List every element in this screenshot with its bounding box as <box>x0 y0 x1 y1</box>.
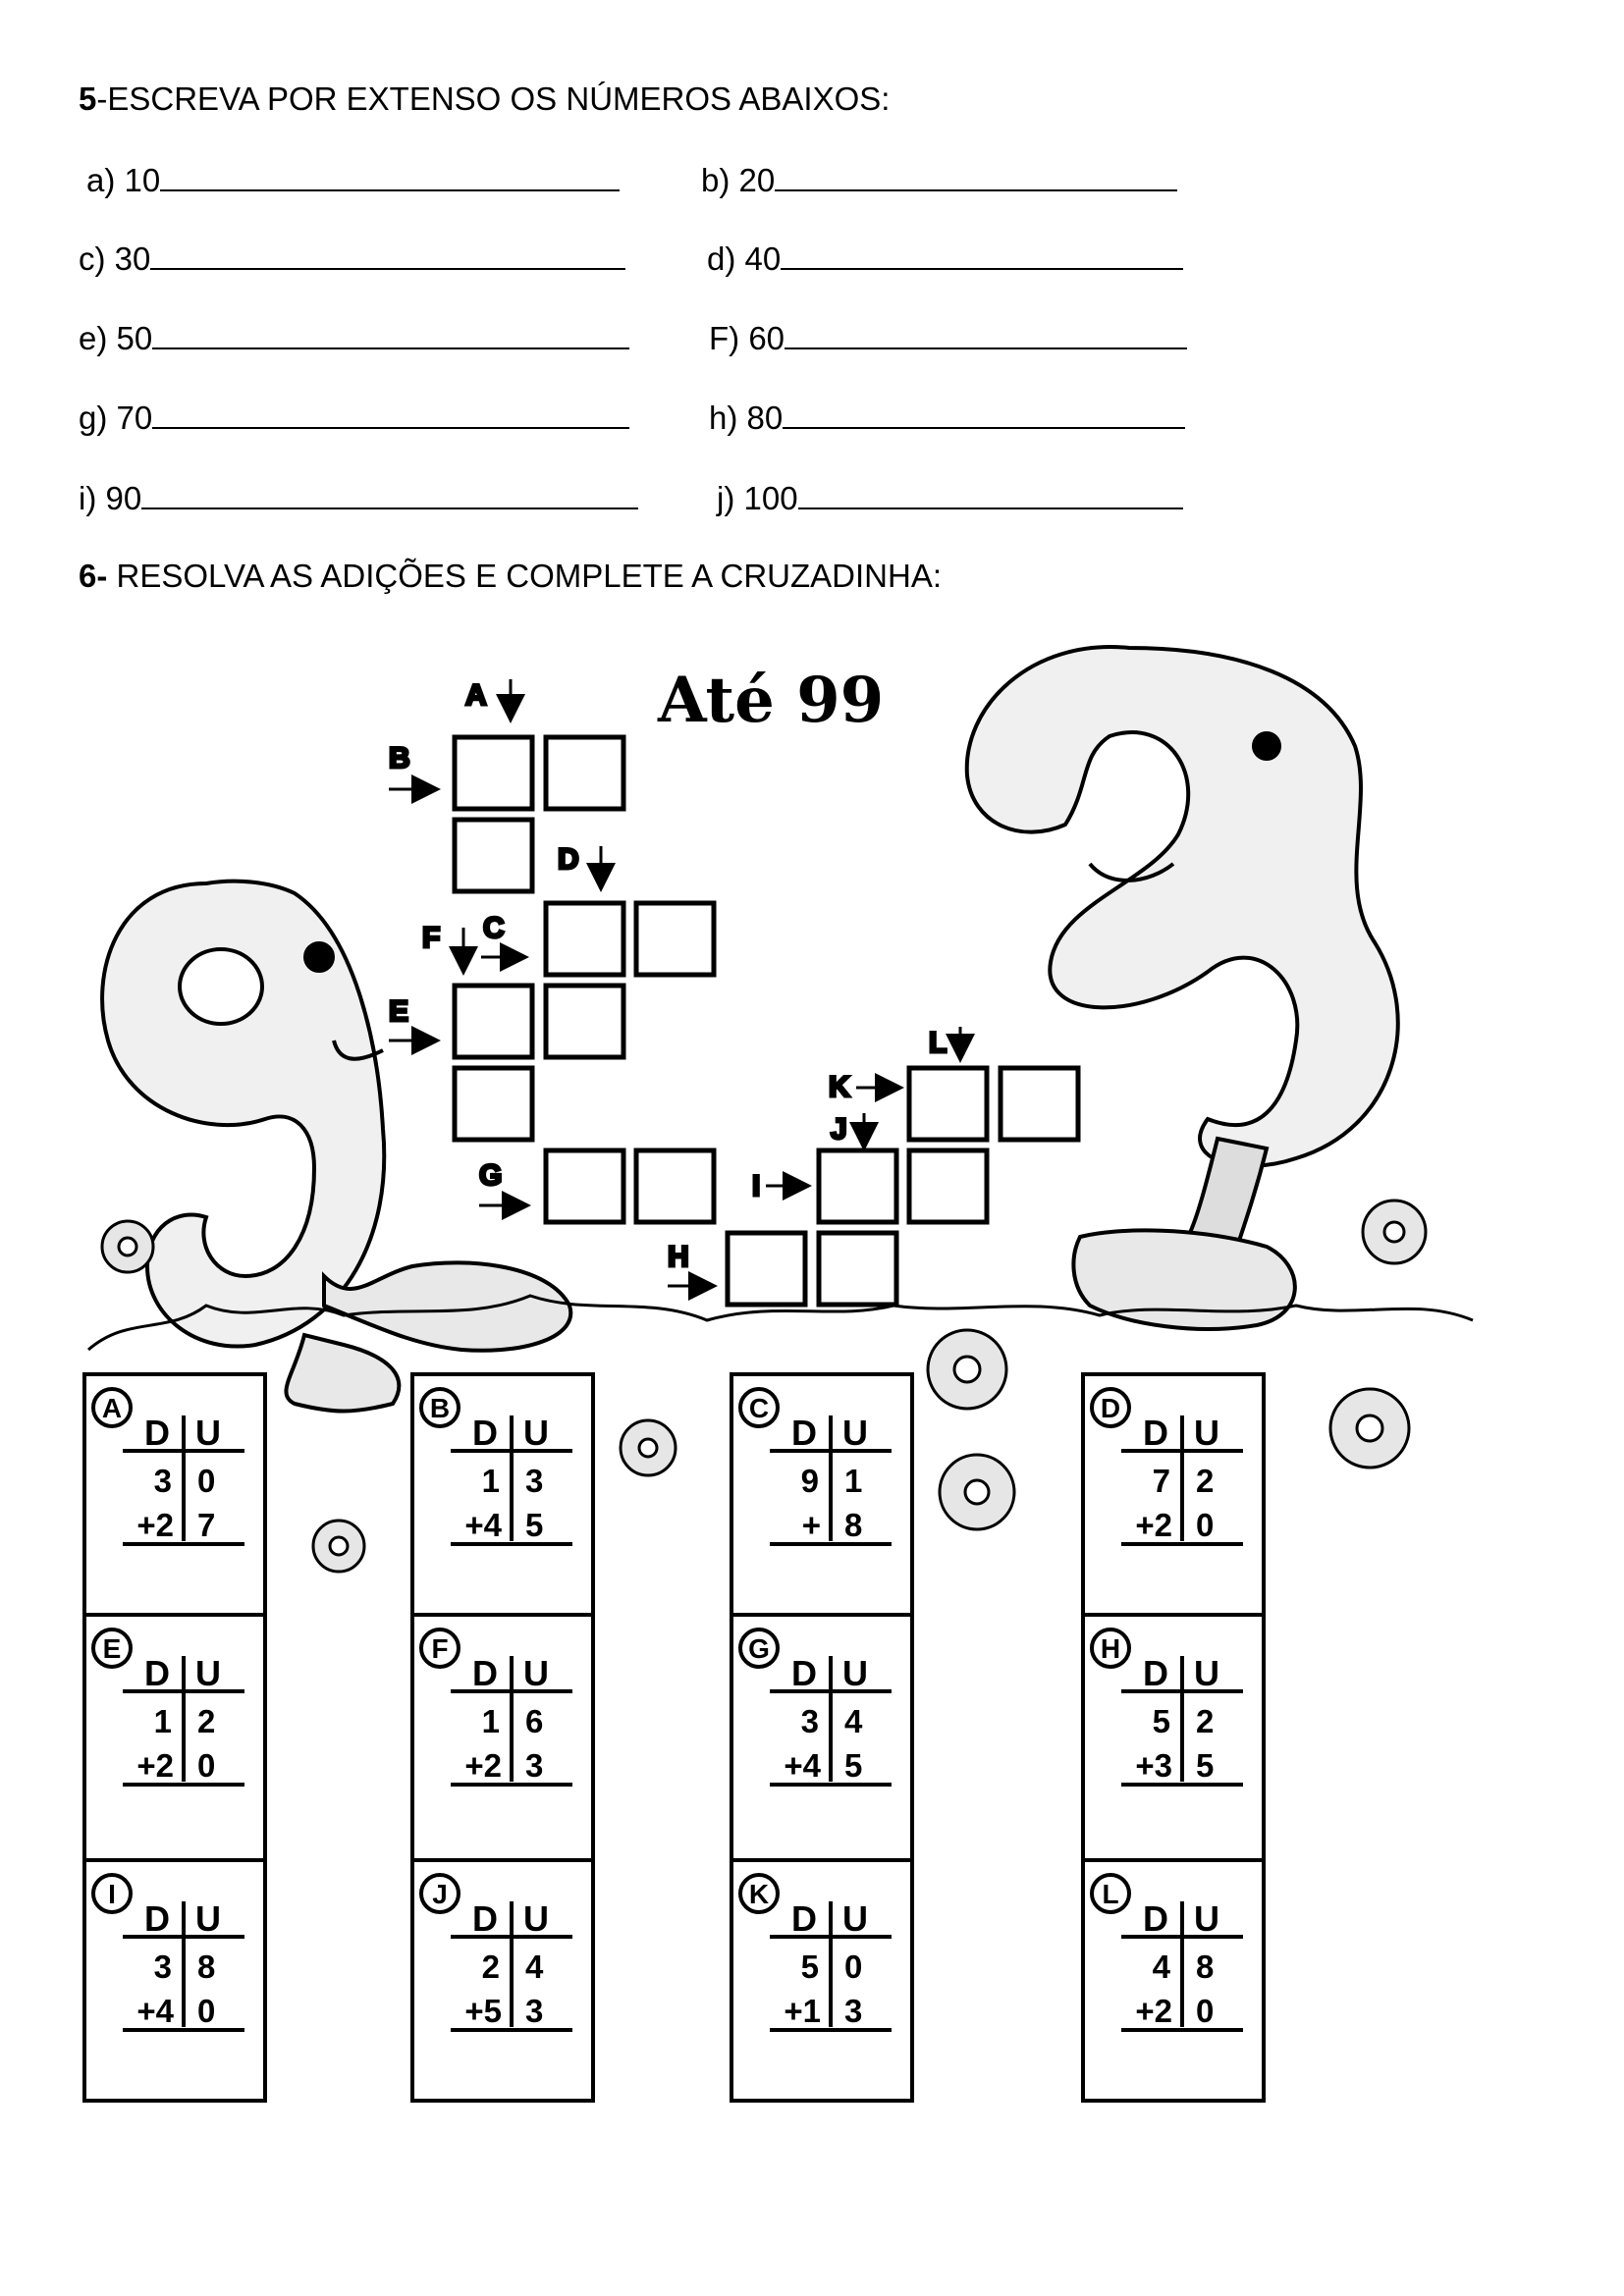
addend-units: 4 <box>844 1703 863 1739</box>
addend-tens: 3 <box>800 1703 819 1739</box>
addend-tens: +1 <box>784 1993 821 2029</box>
tens-header: D <box>1143 1653 1168 1693</box>
exercise-item-label: d) 40 <box>707 240 782 277</box>
clue-label-b: B <box>389 742 410 774</box>
units-header: U <box>1194 1413 1219 1453</box>
addend-units: 0 <box>1196 1993 1215 2029</box>
clue-label-e: E <box>389 995 409 1028</box>
clue-label-h: H <box>668 1241 689 1273</box>
problem-letter: H <box>1100 1633 1121 1664</box>
addend-tens: 3 <box>153 1463 172 1499</box>
problem-letter: C <box>748 1393 770 1423</box>
addend-units: 8 <box>1196 1949 1215 1985</box>
addend-tens: 7 <box>1152 1463 1170 1499</box>
addend-tens: 1 <box>481 1463 500 1499</box>
problem-letter: A <box>101 1393 123 1423</box>
exercise-item-label: h) 80 <box>709 400 784 436</box>
addend-tens: 2 <box>481 1949 500 1985</box>
addend-units: 0 <box>197 1747 216 1784</box>
two-character-illustration <box>967 647 1398 1329</box>
exercise-item-label: a) 10 <box>86 162 161 198</box>
tens-header: D <box>791 1413 817 1453</box>
addend-tens: 5 <box>1152 1703 1170 1739</box>
addend-units: 3 <box>525 1993 544 2029</box>
crossword-title: Até 99 <box>658 664 885 737</box>
addend-tens: 3 <box>153 1949 172 1985</box>
addend-tens: +3 <box>1135 1747 1172 1784</box>
clue-label-c: C <box>483 912 505 944</box>
exercise-item-label: j) 100 <box>717 480 798 516</box>
addend-tens: +2 <box>136 1507 174 1543</box>
addend-units: 2 <box>1196 1703 1215 1739</box>
tens-header: D <box>144 1898 170 1939</box>
exercise-5-number: 5 <box>79 80 97 117</box>
problem-letter: J <box>432 1879 448 1909</box>
problem-letter: F <box>431 1633 449 1664</box>
addend-tens: +2 <box>136 1747 174 1784</box>
addend-units: 0 <box>1196 1507 1215 1543</box>
addend-units: 7 <box>197 1507 216 1543</box>
addend-units: 5 <box>844 1747 863 1784</box>
problem-letter: I <box>108 1879 116 1909</box>
units-header: U <box>523 1413 549 1453</box>
problem-letter: D <box>1100 1393 1121 1423</box>
units-header: U <box>195 1413 221 1453</box>
problem-cards <box>84 1374 1264 2101</box>
addend-tens: 9 <box>800 1463 819 1499</box>
units-header: U <box>842 1898 868 1939</box>
tens-header: D <box>144 1653 170 1693</box>
problem-column-frame <box>1083 1374 1264 2101</box>
crossword-cell <box>819 1150 896 1222</box>
crossword-cell <box>909 1068 987 1140</box>
exercise-item-label: g) 70 <box>79 400 153 436</box>
units-header: U <box>842 1413 868 1453</box>
problem-letter: G <box>748 1633 770 1664</box>
crossword-cell <box>455 1068 532 1140</box>
addend-units: 1 <box>844 1463 863 1499</box>
addend-tens: +4 <box>464 1507 502 1543</box>
units-header: U <box>1194 1653 1219 1693</box>
tens-header: D <box>472 1653 498 1693</box>
addend-tens: 1 <box>153 1703 172 1739</box>
addend-units: 6 <box>525 1703 544 1739</box>
addend-units: 3 <box>844 1993 863 2029</box>
clue-label-k: K <box>829 1071 850 1103</box>
addend-units: 3 <box>525 1463 544 1499</box>
crossword-cell <box>819 1233 896 1305</box>
nine-character-illustration <box>102 881 570 1412</box>
crossword-cell <box>636 1150 714 1222</box>
addend-tens: +2 <box>1135 1507 1172 1543</box>
exercise-item-label: i) 90 <box>79 480 142 516</box>
crossword-cell <box>546 1150 623 1222</box>
exercise-item-label: c) 30 <box>79 240 151 277</box>
tens-header: D <box>144 1413 170 1453</box>
exercise-item-label: b) 20 <box>701 162 776 198</box>
exercise-5-title: -ESCREVA POR EXTENSO OS NÚMEROS ABAIXOS: <box>96 80 891 117</box>
units-header: U <box>523 1653 549 1693</box>
units-header: U <box>842 1653 868 1693</box>
addend-units: 5 <box>1196 1747 1215 1784</box>
tens-header: D <box>1143 1413 1168 1453</box>
problem-letter: L <box>1102 1879 1119 1909</box>
addend-units: 0 <box>844 1949 863 1985</box>
problem-letter: B <box>429 1393 451 1423</box>
crossword-cell <box>546 737 623 809</box>
problem-column-frame <box>84 1374 265 2101</box>
addend-units: 0 <box>197 1463 216 1499</box>
addend-units: 8 <box>844 1507 863 1543</box>
exercise-item-label: F) 60 <box>709 320 785 356</box>
clue-label-j: J <box>831 1113 847 1146</box>
problem-letter: E <box>102 1633 122 1664</box>
tens-header: D <box>1143 1898 1168 1939</box>
crossword-cell <box>455 737 532 809</box>
addend-units: 2 <box>197 1703 216 1739</box>
exercise-6-title: RESOLVA AS ADIÇÕES E COMPLETE A CRUZADINHA: <box>107 558 943 594</box>
exercise-item-label: e) 50 <box>79 320 153 356</box>
problem-letter: K <box>748 1879 770 1909</box>
clue-label-d: D <box>558 843 579 876</box>
clue-label-f: F <box>422 922 441 954</box>
addend-tens: +4 <box>136 1993 174 2029</box>
exercise-6-number: 6- <box>79 558 108 594</box>
problem-column-frame <box>412 1374 593 2101</box>
problem-column-frame <box>731 1374 912 2101</box>
addend-tens: 1 <box>481 1703 500 1739</box>
crossword-cell <box>455 820 532 891</box>
tens-header: D <box>791 1653 817 1693</box>
addend-units: 3 <box>525 1747 544 1784</box>
addend-tens: +5 <box>464 1993 502 2029</box>
addend-tens: +2 <box>1135 1993 1172 2029</box>
addend-tens: + <box>801 1507 821 1543</box>
clue-label-a: A <box>465 679 487 712</box>
units-header: U <box>1194 1898 1219 1939</box>
crossword-cell <box>546 903 623 975</box>
crossword-cell <box>909 1150 987 1222</box>
crossword-cell <box>455 986 532 1057</box>
addend-tens: 5 <box>800 1949 819 1985</box>
tens-header: D <box>472 1413 498 1453</box>
clue-label-i: I <box>752 1170 761 1202</box>
addend-tens: +4 <box>784 1747 821 1784</box>
crossword-cell <box>1001 1068 1078 1140</box>
tens-header: D <box>791 1898 817 1939</box>
crossword-cell <box>546 986 623 1057</box>
addend-units: 0 <box>197 1993 216 2029</box>
units-header: U <box>195 1653 221 1693</box>
addend-tens: 4 <box>1152 1949 1170 1985</box>
addend-units: 8 <box>197 1949 216 1985</box>
crossword-cell <box>728 1233 805 1305</box>
addend-units: 4 <box>525 1949 544 1985</box>
clue-label-g: G <box>479 1159 503 1192</box>
crossword-cell <box>636 903 714 975</box>
clue-label-l: L <box>929 1027 947 1059</box>
units-header: U <box>195 1898 221 1939</box>
tens-header: D <box>472 1898 498 1939</box>
addend-tens: +2 <box>464 1747 502 1784</box>
units-header: U <box>523 1898 549 1939</box>
crossword-grid <box>455 737 1078 1305</box>
addend-units: 5 <box>525 1507 544 1543</box>
addend-units: 2 <box>1196 1463 1215 1499</box>
